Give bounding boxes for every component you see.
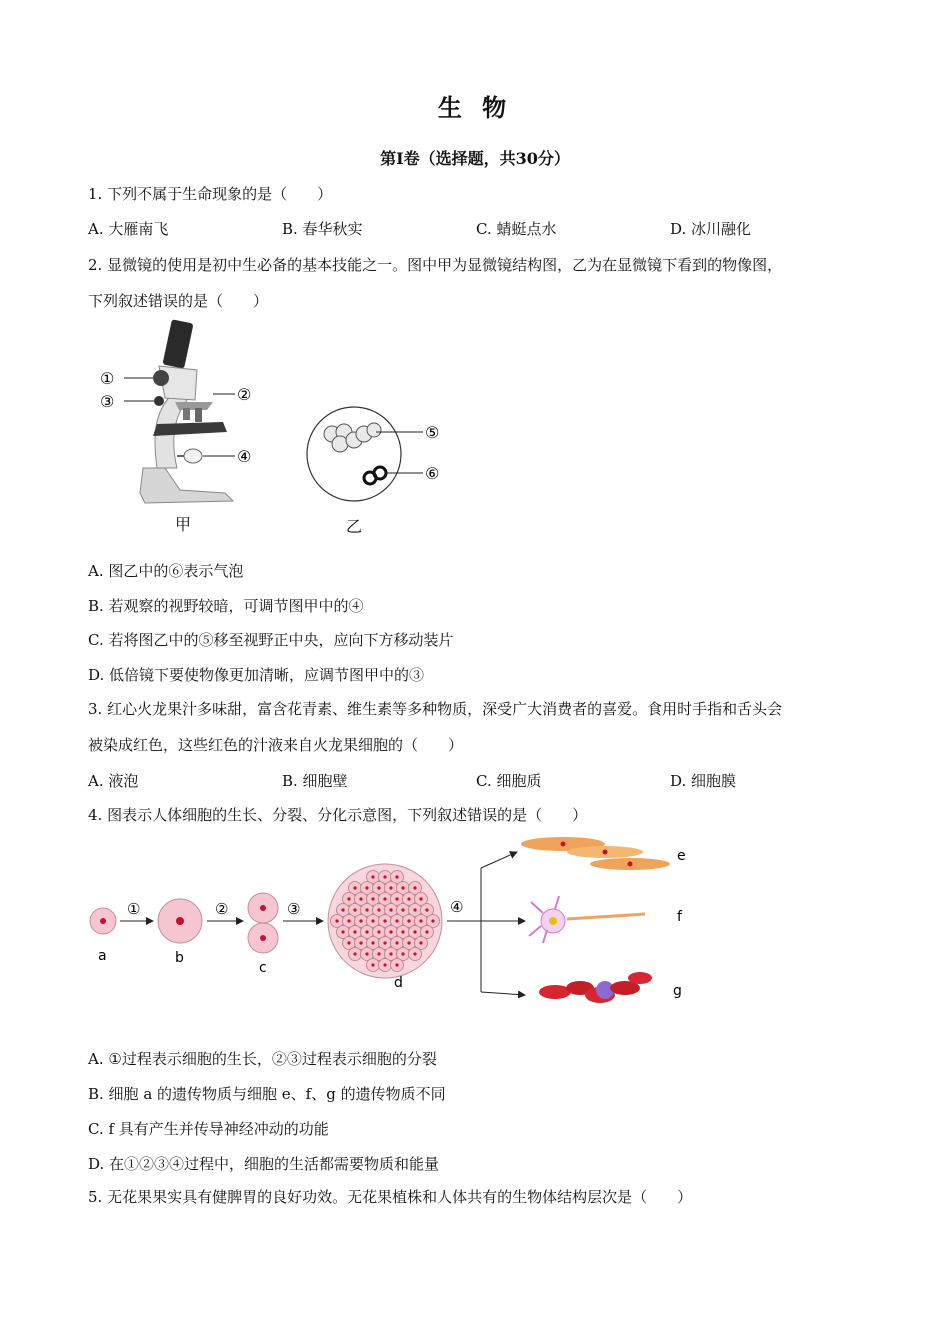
cluster-nucleus (383, 941, 386, 944)
step-2: ② (215, 900, 229, 918)
q1-option-d: D. 冰川融化 (670, 220, 752, 238)
cluster-nucleus (371, 919, 374, 922)
q2-option-b: B. 若观察的视野较暗，可调节图甲中的④ (88, 597, 364, 615)
cluster-nucleus (377, 908, 380, 911)
q2-option-d: D. 低倍镜下要使物像更加清晰，应调节图甲中的③ (88, 666, 425, 684)
q2-option-c: C. 若将图乙中的⑤移至视野正中央，应向下方移动装片 (88, 631, 454, 649)
cluster-nucleus (353, 908, 356, 911)
cluster-nucleus (407, 919, 410, 922)
cell-division-figure (85, 830, 705, 1015)
question-5-stem: 5. 无花果果实具有健脾胃的良好功效。无花果植株和人体共有的生物体结构层次是（ ） (88, 1188, 693, 1206)
cluster-nucleus (359, 941, 362, 944)
marker-6: ⑥ (425, 464, 440, 483)
step-4: ④ (450, 898, 464, 916)
cell-label-b: b (175, 950, 184, 966)
cluster-nucleus (413, 886, 416, 889)
cluster-nucleus (341, 930, 344, 933)
cluster-nucleus (383, 897, 386, 900)
cell-label-a: a (98, 948, 107, 964)
cluster-nucleus (401, 908, 404, 911)
step-1: ① (127, 900, 141, 918)
cell-label-c: c (259, 960, 267, 976)
cluster-nucleus (347, 941, 350, 944)
cluster-nucleus (413, 952, 416, 955)
cluster-nucleus (353, 886, 356, 889)
figure-label-yi: 乙 (346, 517, 363, 536)
cluster-nucleus (377, 952, 380, 955)
q4-option-b: B. 细胞 a 的遗传物质与细胞 e、f、g 的遗传物质不同 (88, 1085, 446, 1103)
cluster-nucleus (419, 897, 422, 900)
cluster-nucleus (371, 963, 374, 966)
cluster-nucleus (401, 886, 404, 889)
cluster-nucleus (365, 908, 368, 911)
q1-option-c: C. 蜻蜓点水 (476, 220, 557, 238)
question-3-stem-line-1: 3. 红心火龙果汁多味甜，富含花青素、维生素等多种物质，深受广大消费者的喜爱。食用时手指和舌头会 (88, 700, 783, 718)
cluster-nucleus (395, 897, 398, 900)
marker-2: ② (237, 385, 252, 404)
cluster-nucleus (389, 930, 392, 933)
cluster-nucleus (395, 963, 398, 966)
q3-option-a: A. 液泡 (88, 772, 139, 790)
cluster-nucleus (419, 919, 422, 922)
question-1-stem: 1. 下列不属于生命现象的是（ ） (88, 185, 333, 203)
q4-option-c: C. f 具有产生并传导神经冲动的功能 (88, 1120, 329, 1138)
cluster-nucleus (389, 952, 392, 955)
cluster-nucleus (419, 941, 422, 944)
step-3: ③ (287, 900, 301, 918)
cluster-nucleus (383, 919, 386, 922)
q1-option-b: B. 春华秋实 (282, 220, 363, 238)
cluster-nucleus (383, 875, 386, 878)
page-title: 生 物 (437, 93, 513, 122)
figure-label-jia: 甲 (175, 515, 192, 534)
question-2-stem-line-2: 下列叙述错误的是（ ） (88, 292, 269, 310)
cluster-nucleus (401, 952, 404, 955)
field-of-view-figure (300, 400, 450, 510)
cluster-nucleus (413, 908, 416, 911)
cluster-nucleus (353, 930, 356, 933)
question-4-stem: 4. 图表示人体细胞的生长、分裂、分化示意图，下列叙述错误的是（ ） (88, 806, 588, 824)
cluster-nucleus (365, 930, 368, 933)
cluster-nucleus (431, 919, 434, 922)
cluster-nucleus (353, 952, 356, 955)
cluster-nucleus (347, 919, 350, 922)
q3-option-b: B. 细胞壁 (282, 772, 348, 790)
cluster-nucleus (395, 919, 398, 922)
cluster-nucleus (359, 919, 362, 922)
q1-option-a: A. 大雁南飞 (88, 220, 169, 238)
q4-option-d: D. 在①②③④过程中，细胞的生活都需要物质和能量 (88, 1155, 440, 1173)
cluster-nucleus (383, 963, 386, 966)
cluster-nucleus (377, 886, 380, 889)
cluster-nucleus (347, 897, 350, 900)
microscope-figure (95, 318, 275, 533)
q4-option-a: A. ①过程表示细胞的生长，②③过程表示细胞的分裂 (88, 1050, 437, 1068)
question-2-stem-line-1: 2. 显微镜的使用是初中生必备的基本技能之一。图中甲为显微镜结构图，乙为在显微镜下看到的物像图， (88, 256, 783, 274)
marker-3: ③ (100, 392, 115, 411)
section-heading: 第Ⅰ卷（选择题，共30分） (380, 149, 570, 168)
cluster-nucleus (407, 897, 410, 900)
cluster-nucleus (371, 897, 374, 900)
cluster-nucleus (413, 930, 416, 933)
cluster-nucleus (365, 952, 368, 955)
marker-1: ① (100, 369, 115, 388)
marker-5: ⑤ (425, 423, 440, 442)
cluster-nucleus (425, 930, 428, 933)
question-3-stem-line-2: 被染成红色，这些红色的汁液来自火龙果细胞的（ ） (88, 736, 464, 754)
cluster-nucleus (395, 941, 398, 944)
cluster-nucleus (395, 875, 398, 878)
cell-label-f: f (677, 909, 682, 925)
cluster-nucleus (389, 908, 392, 911)
q3-option-c: C. 细胞质 (476, 772, 542, 790)
cell-label-d: d (394, 975, 403, 991)
cluster-nucleus (371, 875, 374, 878)
cluster-nucleus (341, 908, 344, 911)
q3-option-d: D. 细胞膜 (670, 772, 737, 790)
cluster-nucleus (401, 930, 404, 933)
cluster-nucleus (377, 930, 380, 933)
cluster-nucleus (425, 908, 428, 911)
cluster-nucleus (371, 941, 374, 944)
cell-label-e: e (677, 848, 686, 864)
cluster-nucleus (407, 941, 410, 944)
cluster-nucleus (389, 886, 392, 889)
cluster-nucleus (365, 886, 368, 889)
marker-4: ④ (237, 447, 252, 466)
cluster-nucleus (359, 897, 362, 900)
cluster-nucleus (335, 919, 338, 922)
cell-label-g: g (673, 983, 682, 999)
q2-option-a: A. 图乙中的⑥表示气泡 (88, 562, 244, 580)
